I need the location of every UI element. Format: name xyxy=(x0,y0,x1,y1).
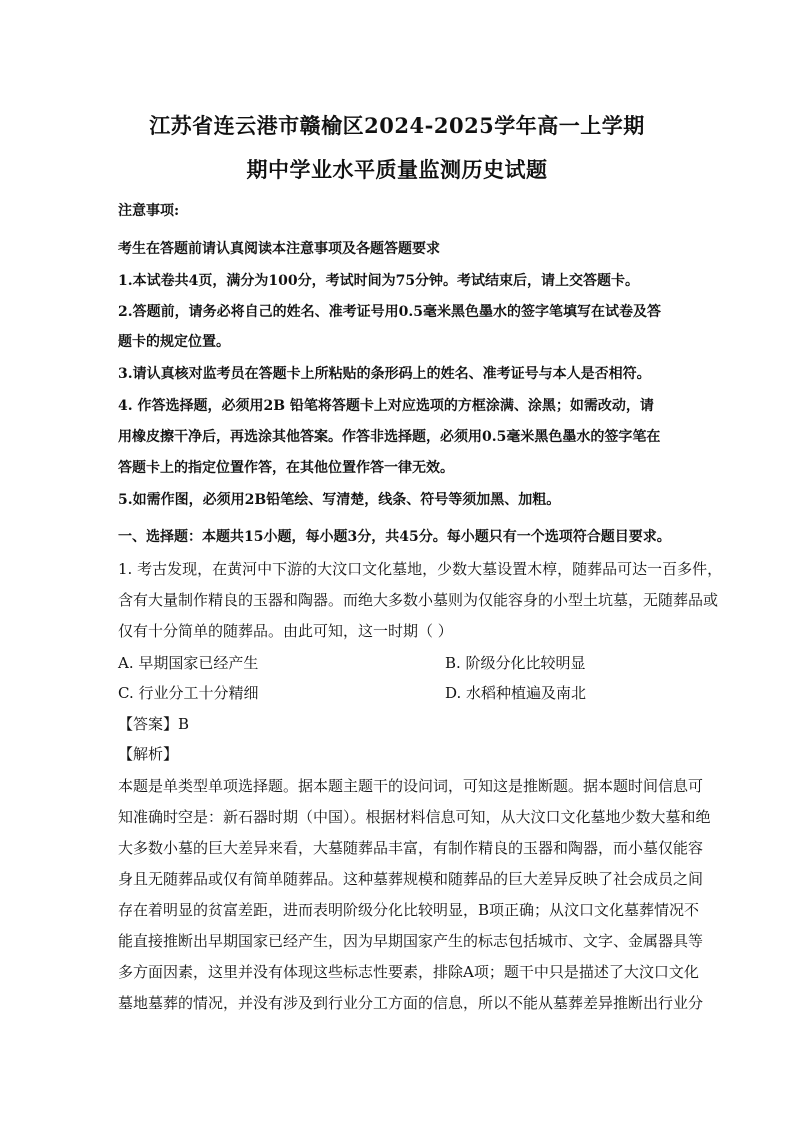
notice-item: 用橡皮擦干净后，再选涂其他答案。作答非选择题，必须用0.5毫米黑色墨水的签字笔在 xyxy=(118,429,661,445)
notice-item: 5.如需作图，必须用2B铅笔绘、写清楚，线条、符号等须加黑、加粗。 xyxy=(118,492,561,508)
analysis-line: 存在着明显的贫富差距，进而表明阶级分化比较明显，B项正确；从汶口文化墓葬情况不 xyxy=(118,901,700,919)
notice-intro: 考生在答题前请认真阅读本注意事项及各题答题要求 xyxy=(118,241,440,257)
analysis-heading: 【解析】 xyxy=(118,745,179,763)
analysis-line: 大多数小墓的巨大差异来看，大墓随葬品丰富，有制作精良的玉器和陶器，而小墓仅能容 xyxy=(118,839,704,857)
analysis-line: 本题是单类型单项选择题。据本题主题干的设问词，可知这是推断题。据本题时间信息可 xyxy=(118,777,704,795)
question-stem-line: 含有大量制作精良的玉器和陶器。而绝大多数小墓则为仅能容身的小型土坑墓，无随葬品或 xyxy=(118,591,719,609)
answer-label: 【答案】B xyxy=(118,715,190,733)
exam-title-line1: 江苏省连云港市赣榆区2024-2025学年高一上学期 xyxy=(149,113,645,138)
notice-item: 4. 作答选择题，必须用2B 铅笔将答题卡上对应选项的方框涂满、涂黑；如需改动，请 xyxy=(118,398,654,414)
option-d: D. 水稻种植遍及南北 xyxy=(445,684,587,702)
analysis-line: 身且无随葬品或仅有简单随葬品。这种墓葬规模和随葬品的巨大差异反映了社会成员之间 xyxy=(118,870,704,888)
notice-item: 题卡的规定位置。 xyxy=(118,334,230,350)
exam-title-line2: 期中学业水平质量监测历史试题 xyxy=(246,157,548,182)
question-stem-line: 仅有十分简单的随葬品。由此可知，这一时期（ ） xyxy=(118,622,453,640)
notice-item: 3.请认真核对监考员在答题卡上所粘贴的条形码上的姓名、准考证号与本人是否相符。 xyxy=(118,366,651,382)
option-b: B. 阶级分化比较明显 xyxy=(445,654,586,672)
section-heading: 一、选择题：本题共15小题，每小题3分，共45分。每小题只有一个选项符合题目要求。 xyxy=(118,529,671,545)
option-a: A. 早期国家已经产生 xyxy=(118,654,259,672)
notice-item: 1.本试卷共4页，满分为100分，考试时间为75分钟。考试结束后，请上交答题卡。 xyxy=(118,273,640,289)
question-stem-line: 1. 考古发现，在黄河中下游的大汶口文化墓地，少数大墓设置木椁，随葬品可达一百多件， xyxy=(118,560,723,578)
analysis-line: 能直接推断出早期国家已经产生，因为早期国家产生的标志包括城市、文字、金属器具等 xyxy=(118,932,704,950)
notice-item: 2.答题前，请务必将自己的姓名、准考证号用0.5毫米黑色墨水的签字笔填写在试卷及答 xyxy=(118,304,661,320)
analysis-line: 墓地墓葬的情况，并没有涉及到行业分工方面的信息，所以不能从墓葬差异推断出行业分 xyxy=(118,994,704,1012)
notice-heading: 注意事项: xyxy=(118,203,180,219)
option-c: C. 行业分工十分精细 xyxy=(118,684,259,702)
notice-item: 答题卡上的指定位置作答，在其他位置作答一律无效。 xyxy=(118,460,454,476)
analysis-line: 多方面因素，这里并没有体现这些标志性要素，排除A项；题干中只是描述了大汶口文化 xyxy=(118,963,699,981)
analysis-line: 知准确时空是：新石器时期（中国）。根据材料信息可知，从大汶口文化墓地少数大墓和绝 xyxy=(118,808,711,826)
